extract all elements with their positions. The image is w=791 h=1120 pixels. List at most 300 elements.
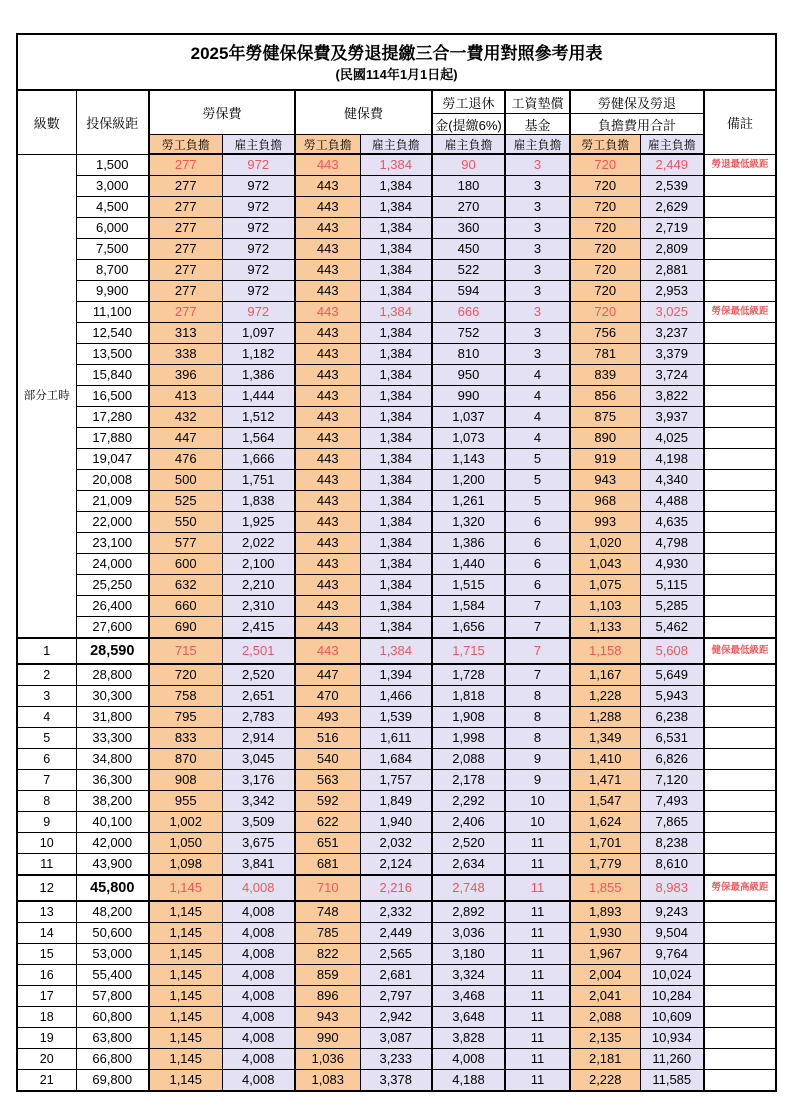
value-cell: 4,635: [640, 512, 704, 533]
value-cell: 1,515: [432, 575, 505, 596]
value-cell: 1,384: [360, 239, 432, 260]
page-title: 2025年勞健保保費及勞退提繳三合一費用對照參考用表: [190, 43, 603, 63]
remark-cell: [704, 260, 776, 281]
value-cell: 313: [149, 323, 222, 344]
value-cell: 1,145: [149, 965, 222, 986]
value-cell: 2,022: [222, 533, 295, 554]
table-row: [17, 944, 776, 965]
value-cell: 2,332: [360, 901, 432, 923]
value-cell: 1,073: [432, 428, 505, 449]
value-cell: 1,849: [360, 791, 432, 812]
value-cell: 1,893: [570, 901, 640, 923]
value-cell: 890: [570, 428, 640, 449]
value-cell: 1,384: [360, 470, 432, 491]
remark-cell: [704, 239, 776, 260]
table-row: [17, 707, 776, 728]
value-cell: 5: [505, 470, 570, 491]
remark-cell: [704, 365, 776, 386]
value-cell: 1,386: [432, 533, 505, 554]
value-cell: 3,324: [432, 965, 505, 986]
remark-cell: [704, 449, 776, 470]
value-cell: 5,608: [640, 638, 704, 664]
value-cell: 8,610: [640, 854, 704, 876]
value-cell: 1,386: [222, 365, 295, 386]
value-cell: 443: [295, 554, 360, 575]
table-row: [17, 686, 776, 707]
value-cell: 443: [295, 154, 360, 176]
level-cell: 18: [17, 1007, 76, 1028]
value-cell: 2,892: [432, 901, 505, 923]
remark-cell: [704, 986, 776, 1007]
value-cell: 2,210: [222, 575, 295, 596]
remark-cell: [704, 596, 776, 617]
value-cell: 990: [432, 386, 505, 407]
level-cell: 17: [17, 986, 76, 1007]
value-cell: 1,145: [149, 1049, 222, 1070]
value-cell: 1,384: [360, 154, 432, 176]
value-cell: 756: [570, 323, 640, 344]
remark-cell: [704, 728, 776, 749]
col-header-wage-fund-top: 工資墊償: [505, 90, 570, 114]
value-cell: 6: [505, 533, 570, 554]
value-cell: 277: [149, 239, 222, 260]
value-cell: 2,449: [640, 154, 704, 176]
value-cell: 2,634: [432, 854, 505, 876]
value-cell: 443: [295, 428, 360, 449]
bracket-cell: 4,500: [76, 197, 149, 218]
value-cell: 516: [295, 728, 360, 749]
remark-cell: [704, 491, 776, 512]
value-cell: 1,349: [570, 728, 640, 749]
value-cell: 950: [432, 365, 505, 386]
value-cell: 1,182: [222, 344, 295, 365]
value-cell: 972: [222, 154, 295, 176]
value-cell: 1,133: [570, 617, 640, 639]
level-cell: 16: [17, 965, 76, 986]
value-cell: 277: [149, 197, 222, 218]
value-cell: 447: [295, 664, 360, 686]
value-cell: 277: [149, 218, 222, 239]
value-cell: 443: [295, 470, 360, 491]
remark-cell: [704, 533, 776, 554]
level-cell: 12: [17, 875, 76, 901]
value-cell: 4,488: [640, 491, 704, 512]
bracket-cell: 45,800: [76, 875, 149, 901]
remark-cell: [704, 407, 776, 428]
remark-cell: [704, 218, 776, 239]
value-cell: 1,098: [149, 854, 222, 876]
table-row: [17, 512, 776, 533]
value-cell: 1,097: [222, 323, 295, 344]
value-cell: 1,200: [432, 470, 505, 491]
value-cell: 1,384: [360, 218, 432, 239]
value-cell: 3,087: [360, 1028, 432, 1049]
remark-cell: [704, 664, 776, 686]
value-cell: 4: [505, 428, 570, 449]
remark-cell: [704, 281, 776, 302]
value-cell: 2,406: [432, 812, 505, 833]
bracket-cell: 16,500: [76, 386, 149, 407]
value-cell: 1,050: [149, 833, 222, 854]
value-cell: 9,764: [640, 944, 704, 965]
value-cell: 1,930: [570, 923, 640, 944]
table-row: [17, 260, 776, 281]
value-cell: 11: [505, 875, 570, 901]
value-cell: 4,008: [222, 923, 295, 944]
value-cell: 1,584: [432, 596, 505, 617]
part-time-label: 部分工時: [17, 154, 76, 638]
value-cell: 396: [149, 365, 222, 386]
value-cell: 720: [570, 239, 640, 260]
value-cell: 540: [295, 749, 360, 770]
value-cell: 3,468: [432, 986, 505, 1007]
value-cell: 1,855: [570, 875, 640, 901]
bracket-cell: 27,600: [76, 617, 149, 639]
value-cell: 875: [570, 407, 640, 428]
value-cell: 785: [295, 923, 360, 944]
value-cell: 450: [432, 239, 505, 260]
table-row: [17, 812, 776, 833]
bracket-cell: 19,047: [76, 449, 149, 470]
remark-cell: [704, 1049, 776, 1070]
value-cell: 4,008: [222, 875, 295, 901]
table-row: [17, 407, 776, 428]
value-cell: 4,008: [222, 944, 295, 965]
value-cell: 810: [432, 344, 505, 365]
value-cell: 2,004: [570, 965, 640, 986]
value-cell: 3,841: [222, 854, 295, 876]
value-cell: 943: [295, 1007, 360, 1028]
remark-cell: 健保最低級距: [704, 638, 776, 664]
level-cell: 11: [17, 854, 76, 876]
bracket-cell: 13,500: [76, 344, 149, 365]
table-row: [17, 875, 776, 901]
value-cell: 1,410: [570, 749, 640, 770]
value-cell: 3,036: [432, 923, 505, 944]
value-cell: 443: [295, 302, 360, 323]
value-cell: 720: [570, 281, 640, 302]
value-cell: 525: [149, 491, 222, 512]
value-cell: 10: [505, 812, 570, 833]
bracket-cell: 42,000: [76, 833, 149, 854]
value-cell: 6,238: [640, 707, 704, 728]
value-cell: 1,145: [149, 944, 222, 965]
value-cell: 2,415: [222, 617, 295, 639]
subheader-wage-fund-employer: 雇主負擔: [505, 135, 570, 155]
table-row: [17, 1049, 776, 1070]
value-cell: 919: [570, 449, 640, 470]
value-cell: 908: [149, 770, 222, 791]
value-cell: 443: [295, 260, 360, 281]
value-cell: 7,493: [640, 791, 704, 812]
value-cell: 2,719: [640, 218, 704, 239]
value-cell: 3: [505, 197, 570, 218]
value-cell: 2,520: [222, 664, 295, 686]
value-cell: 1,471: [570, 770, 640, 791]
value-cell: 972: [222, 281, 295, 302]
value-cell: 839: [570, 365, 640, 386]
value-cell: 5,943: [640, 686, 704, 707]
value-cell: 550: [149, 512, 222, 533]
value-cell: 443: [295, 617, 360, 639]
value-cell: 7: [505, 596, 570, 617]
value-cell: 8,983: [640, 875, 704, 901]
value-cell: 11: [505, 833, 570, 854]
value-cell: 1,103: [570, 596, 640, 617]
value-cell: 2,449: [360, 923, 432, 944]
value-cell: 11: [505, 986, 570, 1007]
value-cell: 6: [505, 575, 570, 596]
table-row: [17, 218, 776, 239]
remark-cell: [704, 901, 776, 923]
value-cell: 1,145: [149, 901, 222, 923]
level-cell: 8: [17, 791, 76, 812]
value-cell: 9: [505, 770, 570, 791]
remark-cell: [704, 344, 776, 365]
remark-cell: 勞保最低級距: [704, 302, 776, 323]
value-cell: 720: [570, 218, 640, 239]
value-cell: 2,681: [360, 965, 432, 986]
value-cell: 7,120: [640, 770, 704, 791]
value-cell: 1,261: [432, 491, 505, 512]
value-cell: 2,629: [640, 197, 704, 218]
remark-cell: [704, 686, 776, 707]
value-cell: 1,043: [570, 554, 640, 575]
level-cell: 9: [17, 812, 76, 833]
value-cell: 651: [295, 833, 360, 854]
level-cell: 6: [17, 749, 76, 770]
value-cell: 1,940: [360, 812, 432, 833]
bracket-cell: 30,300: [76, 686, 149, 707]
value-cell: 4,008: [222, 1028, 295, 1049]
value-cell: 720: [149, 664, 222, 686]
table-row: [17, 1070, 776, 1092]
bracket-cell: 66,800: [76, 1049, 149, 1070]
col-header-bracket: 投保級距: [76, 90, 149, 154]
value-cell: 1,384: [360, 533, 432, 554]
value-cell: 11: [505, 965, 570, 986]
value-cell: 2,651: [222, 686, 295, 707]
value-cell: 2,100: [222, 554, 295, 575]
bracket-cell: 60,800: [76, 1007, 149, 1028]
value-cell: 277: [149, 302, 222, 323]
table-row: [17, 344, 776, 365]
bracket-cell: 38,200: [76, 791, 149, 812]
value-cell: 993: [570, 512, 640, 533]
value-cell: 1,818: [432, 686, 505, 707]
level-cell: 3: [17, 686, 76, 707]
value-cell: 3,937: [640, 407, 704, 428]
value-cell: 3,342: [222, 791, 295, 812]
bracket-cell: 36,300: [76, 770, 149, 791]
subheader-health-employee: 勞工負擔: [295, 135, 360, 155]
value-cell: 2,501: [222, 638, 295, 664]
value-cell: 9,243: [640, 901, 704, 923]
header-group-row-1: [17, 90, 776, 114]
value-cell: 1,757: [360, 770, 432, 791]
value-cell: 720: [570, 176, 640, 197]
remark-cell: 勞保最高級距: [704, 875, 776, 901]
value-cell: 1,564: [222, 428, 295, 449]
value-cell: 1,384: [360, 176, 432, 197]
value-cell: 180: [432, 176, 505, 197]
value-cell: 443: [295, 281, 360, 302]
value-cell: 443: [295, 407, 360, 428]
value-cell: 6: [505, 554, 570, 575]
value-cell: 1,145: [149, 1028, 222, 1049]
level-cell: 14: [17, 923, 76, 944]
value-cell: 1,624: [570, 812, 640, 833]
value-cell: 2,181: [570, 1049, 640, 1070]
col-header-wage-fund-bottom: 基金: [505, 114, 570, 135]
value-cell: 11,260: [640, 1049, 704, 1070]
level-cell: 4: [17, 707, 76, 728]
table-row: [17, 154, 776, 176]
value-cell: 2,520: [432, 833, 505, 854]
table-row: [17, 791, 776, 812]
value-cell: 1,466: [360, 686, 432, 707]
value-cell: 443: [295, 575, 360, 596]
value-cell: 1,384: [360, 302, 432, 323]
value-cell: 1,384: [360, 638, 432, 664]
value-cell: 1,394: [360, 664, 432, 686]
value-cell: 1,320: [432, 512, 505, 533]
table-body: [17, 154, 776, 1091]
bracket-cell: 9,900: [76, 281, 149, 302]
value-cell: 1,547: [570, 791, 640, 812]
value-cell: 3,045: [222, 749, 295, 770]
subheader-total-employer: 雇主負擔: [640, 135, 704, 155]
value-cell: 990: [295, 1028, 360, 1049]
table-row: [17, 986, 776, 1007]
value-cell: 3,233: [360, 1049, 432, 1070]
value-cell: 443: [295, 533, 360, 554]
value-cell: 443: [295, 197, 360, 218]
value-cell: 1,925: [222, 512, 295, 533]
value-cell: 493: [295, 707, 360, 728]
value-cell: 443: [295, 344, 360, 365]
value-cell: 1,384: [360, 260, 432, 281]
value-cell: 1,020: [570, 533, 640, 554]
remark-cell: [704, 770, 776, 791]
value-cell: 443: [295, 239, 360, 260]
value-cell: 277: [149, 154, 222, 176]
value-cell: 443: [295, 386, 360, 407]
value-cell: 622: [295, 812, 360, 833]
level-cell: 20: [17, 1049, 76, 1070]
value-cell: 6: [505, 512, 570, 533]
level-cell: 1: [17, 638, 76, 664]
table-row: [17, 323, 776, 344]
value-cell: 2,809: [640, 239, 704, 260]
value-cell: 720: [570, 197, 640, 218]
value-cell: 1,083: [295, 1070, 360, 1092]
value-cell: 1,998: [432, 728, 505, 749]
value-cell: 1,656: [432, 617, 505, 639]
value-cell: 1,539: [360, 707, 432, 728]
bracket-cell: 1,500: [76, 154, 149, 176]
value-cell: 720: [570, 260, 640, 281]
bracket-cell: 63,800: [76, 1028, 149, 1049]
remark-cell: [704, 1070, 776, 1092]
value-cell: 4,930: [640, 554, 704, 575]
value-cell: 1,384: [360, 575, 432, 596]
value-cell: 1,384: [360, 197, 432, 218]
table-row: [17, 1007, 776, 1028]
bracket-cell: 25,250: [76, 575, 149, 596]
value-cell: 2,292: [432, 791, 505, 812]
value-cell: 1,384: [360, 617, 432, 639]
value-cell: 1,728: [432, 664, 505, 686]
table-row: [17, 965, 776, 986]
value-cell: 11: [505, 854, 570, 876]
value-cell: 470: [295, 686, 360, 707]
value-cell: 2,914: [222, 728, 295, 749]
value-cell: 972: [222, 239, 295, 260]
value-cell: 752: [432, 323, 505, 344]
level-cell: 19: [17, 1028, 76, 1049]
remark-cell: [704, 749, 776, 770]
value-cell: 1,145: [149, 1007, 222, 1028]
value-cell: 443: [295, 596, 360, 617]
value-cell: 4,198: [640, 449, 704, 470]
value-cell: 943: [570, 470, 640, 491]
table-row: [17, 365, 776, 386]
bracket-cell: 28,800: [76, 664, 149, 686]
value-cell: 594: [432, 281, 505, 302]
value-cell: 3,828: [432, 1028, 505, 1049]
value-cell: 4,008: [222, 986, 295, 1007]
value-cell: 277: [149, 260, 222, 281]
value-cell: 277: [149, 176, 222, 197]
value-cell: 11: [505, 1028, 570, 1049]
value-cell: 1,384: [360, 365, 432, 386]
bracket-cell: 15,840: [76, 365, 149, 386]
value-cell: 7: [505, 638, 570, 664]
value-cell: 3,675: [222, 833, 295, 854]
value-cell: 1,611: [360, 728, 432, 749]
value-cell: 5,285: [640, 596, 704, 617]
bracket-cell: 11,100: [76, 302, 149, 323]
value-cell: 8,238: [640, 833, 704, 854]
level-cell: 10: [17, 833, 76, 854]
value-cell: 1,908: [432, 707, 505, 728]
level-cell: 13: [17, 901, 76, 923]
remark-cell: [704, 812, 776, 833]
value-cell: 720: [570, 154, 640, 176]
remark-cell: [704, 323, 776, 344]
value-cell: 856: [570, 386, 640, 407]
value-cell: 3,378: [360, 1070, 432, 1092]
bracket-cell: 57,800: [76, 986, 149, 1007]
value-cell: 577: [149, 533, 222, 554]
remark-cell: [704, 707, 776, 728]
subheader-labor-employee: 勞工負擔: [149, 135, 222, 155]
bracket-cell: 43,900: [76, 854, 149, 876]
value-cell: 2,539: [640, 176, 704, 197]
bracket-cell: 48,200: [76, 901, 149, 923]
col-header-remark: 備註: [704, 90, 776, 154]
table-row: [17, 386, 776, 407]
bracket-cell: 3,000: [76, 176, 149, 197]
value-cell: 10,609: [640, 1007, 704, 1028]
bracket-cell: 33,300: [76, 728, 149, 749]
value-cell: 443: [295, 638, 360, 664]
bracket-cell: 31,800: [76, 707, 149, 728]
value-cell: 822: [295, 944, 360, 965]
col-header-pension-top: 勞工退休: [432, 90, 505, 114]
value-cell: 1,002: [149, 812, 222, 833]
